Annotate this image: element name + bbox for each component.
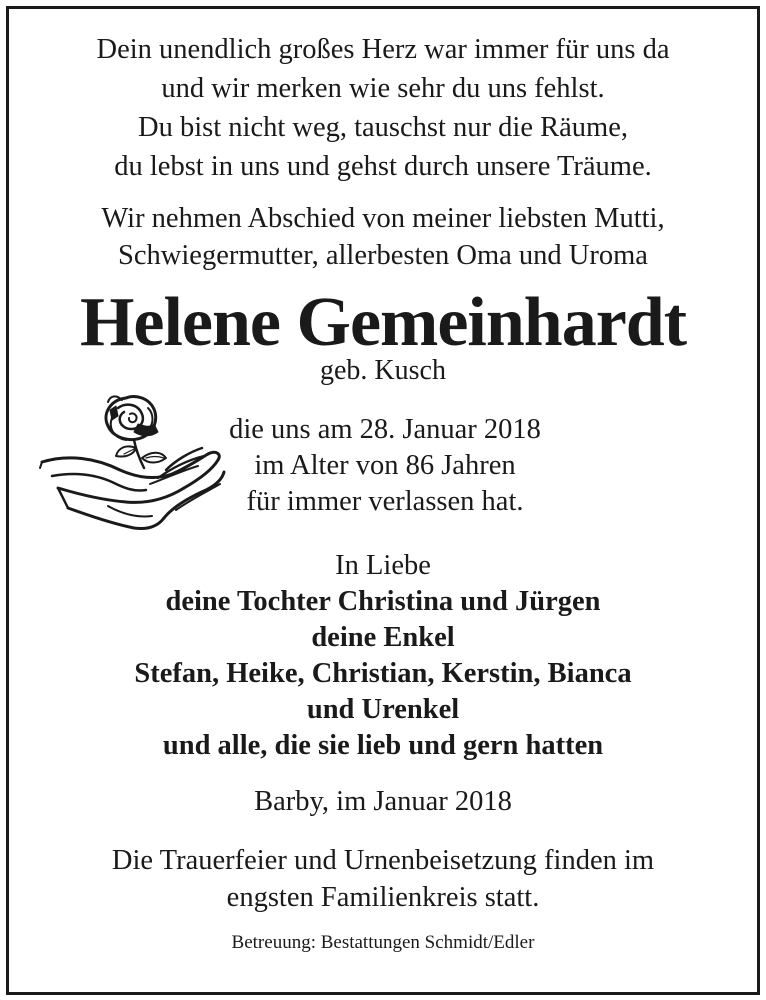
death-notice-line-2: im Alter von 86 Jahren [254,450,516,481]
poem-line-3: Du bist nicht weg, tauschst nur die Räume, [138,112,628,143]
farewell-line-1: Wir nehmen Abschied von meiner liebsten Mutti, [101,203,665,234]
ceremony-line-2: engsten Familienkreis statt. [226,882,540,913]
mourner-line-5: und alle, die sie lieb und gern hatten [162,730,604,761]
memorial-poem [0,30,766,186]
death-notice-line-1: die uns am 28. Januar 2018 [229,414,541,445]
farewell-line-2: Schwiegermutter, allerbesten Oma und Uroma [118,240,648,271]
farewell-text [0,200,766,274]
ceremony-line-1: Die Trauerfeier und Urnenbeisetzung finden im [111,845,655,876]
rose-in-hands-icon [38,388,228,538]
mourner-line-2: deine Enkel [311,622,455,653]
mourner-line-1: deine Tochter Christina und Jürgen [165,586,601,617]
mourner-line-4: und Urenkel [306,694,460,725]
mourners-list [0,584,766,764]
deceased-name: Helene Gemeinhardt [79,284,687,361]
birth-name: geb. Kusch [320,355,446,386]
poem-line-1: Dein unendlich großes Herz war immer für uns da [96,34,670,65]
undertaker-credit: Betreuung: Bestattungen Schmidt/Edler [231,932,535,953]
ceremony-info [0,842,766,916]
place-and-date: Barby, im Januar 2018 [254,786,512,817]
poem-line-2: und wir merken wie sehr du uns fehlst. [161,73,605,104]
death-notice-line-3: für immer verlassen hat. [246,486,524,517]
mourner-line-3: Stefan, Heike, Christian, Kerstin, Bianca [134,658,632,689]
poem-line-4: du lebst in uns und gehst durch unsere Träume. [114,151,652,182]
in-love-line: In Liebe [335,550,431,581]
death-notice [205,412,565,520]
